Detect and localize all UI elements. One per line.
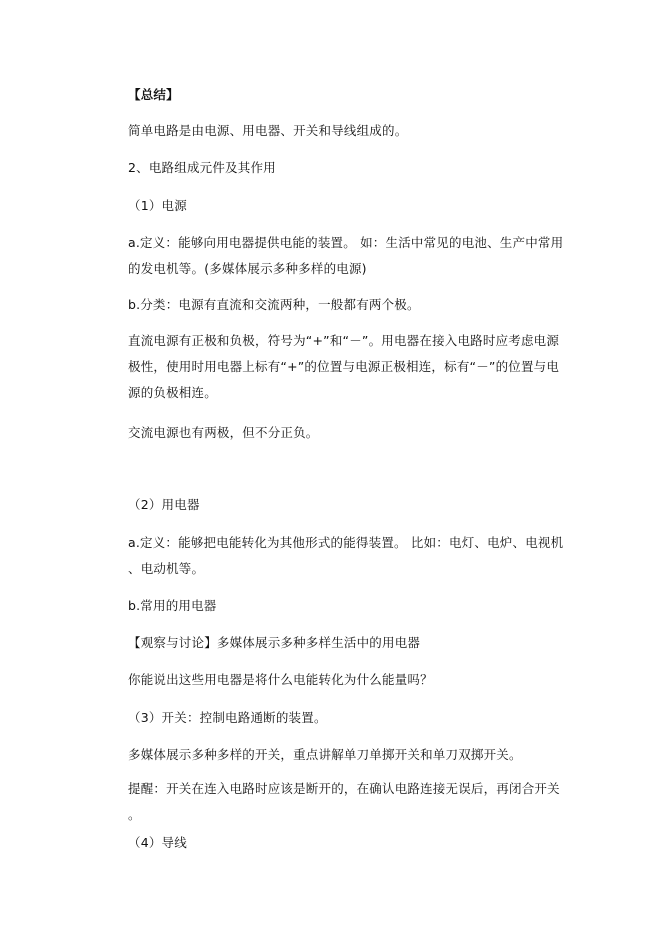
wire-heading: （4）导线 (128, 835, 187, 850)
summary-text: 简单电路是由电源、用电器、开关和导线组成的。 (128, 123, 408, 138)
section2-title: 2、电路组成元件及其作用 (128, 160, 276, 175)
dc-power-text: 直流电源有正极和负极，符号为“+”和“－”。用电器在接入电路时应考虑电源极性，使用时用电器上标有“+”的位置与电源正极相连，标有“－”的位置与电源的负极相连。 (128, 333, 560, 400)
summary-heading: 【总结】 (128, 87, 179, 102)
power-heading: （1）电源 (128, 198, 187, 213)
power-classification: b.分类：电源有直流和交流两种，一般都有两个极。 (128, 297, 420, 312)
switch-demo: 多媒体展示多种多样的开关，重点讲解单刀单掷开关和单刀双掷开关。 (128, 747, 522, 762)
appliance-definition: a.定义：能够把电能转化为其他形式的能得装置。 比如：电灯、电炉、电视机、电动机等。 (128, 535, 564, 576)
appliance-heading: （2）用电器 (128, 497, 200, 512)
power-definition: a.定义：能够向用电器提供电能的装置。 如：生活中常见的电池、生产中常用的发电机等。(多媒体展示多种多样的电源) (128, 235, 564, 276)
observe-discuss: 【观察与讨论】多媒体展示多种多样生活中的用电器 (128, 635, 421, 650)
appliance-question: 你能说出这些用电器是将什么电能转化为什么能量吗？ (128, 672, 433, 687)
switch-reminder: 提醒：开关在连入电路时应该是断开的，在确认电路连接无误后，再闭合开关。 (128, 781, 560, 822)
common-appliances: b.常用的用电器 (128, 598, 217, 613)
ac-power-text: 交流电源也有两极，但不分正负。 (128, 425, 319, 440)
switch-heading: （3）开关：控制电路通断的装置。 (128, 710, 327, 725)
